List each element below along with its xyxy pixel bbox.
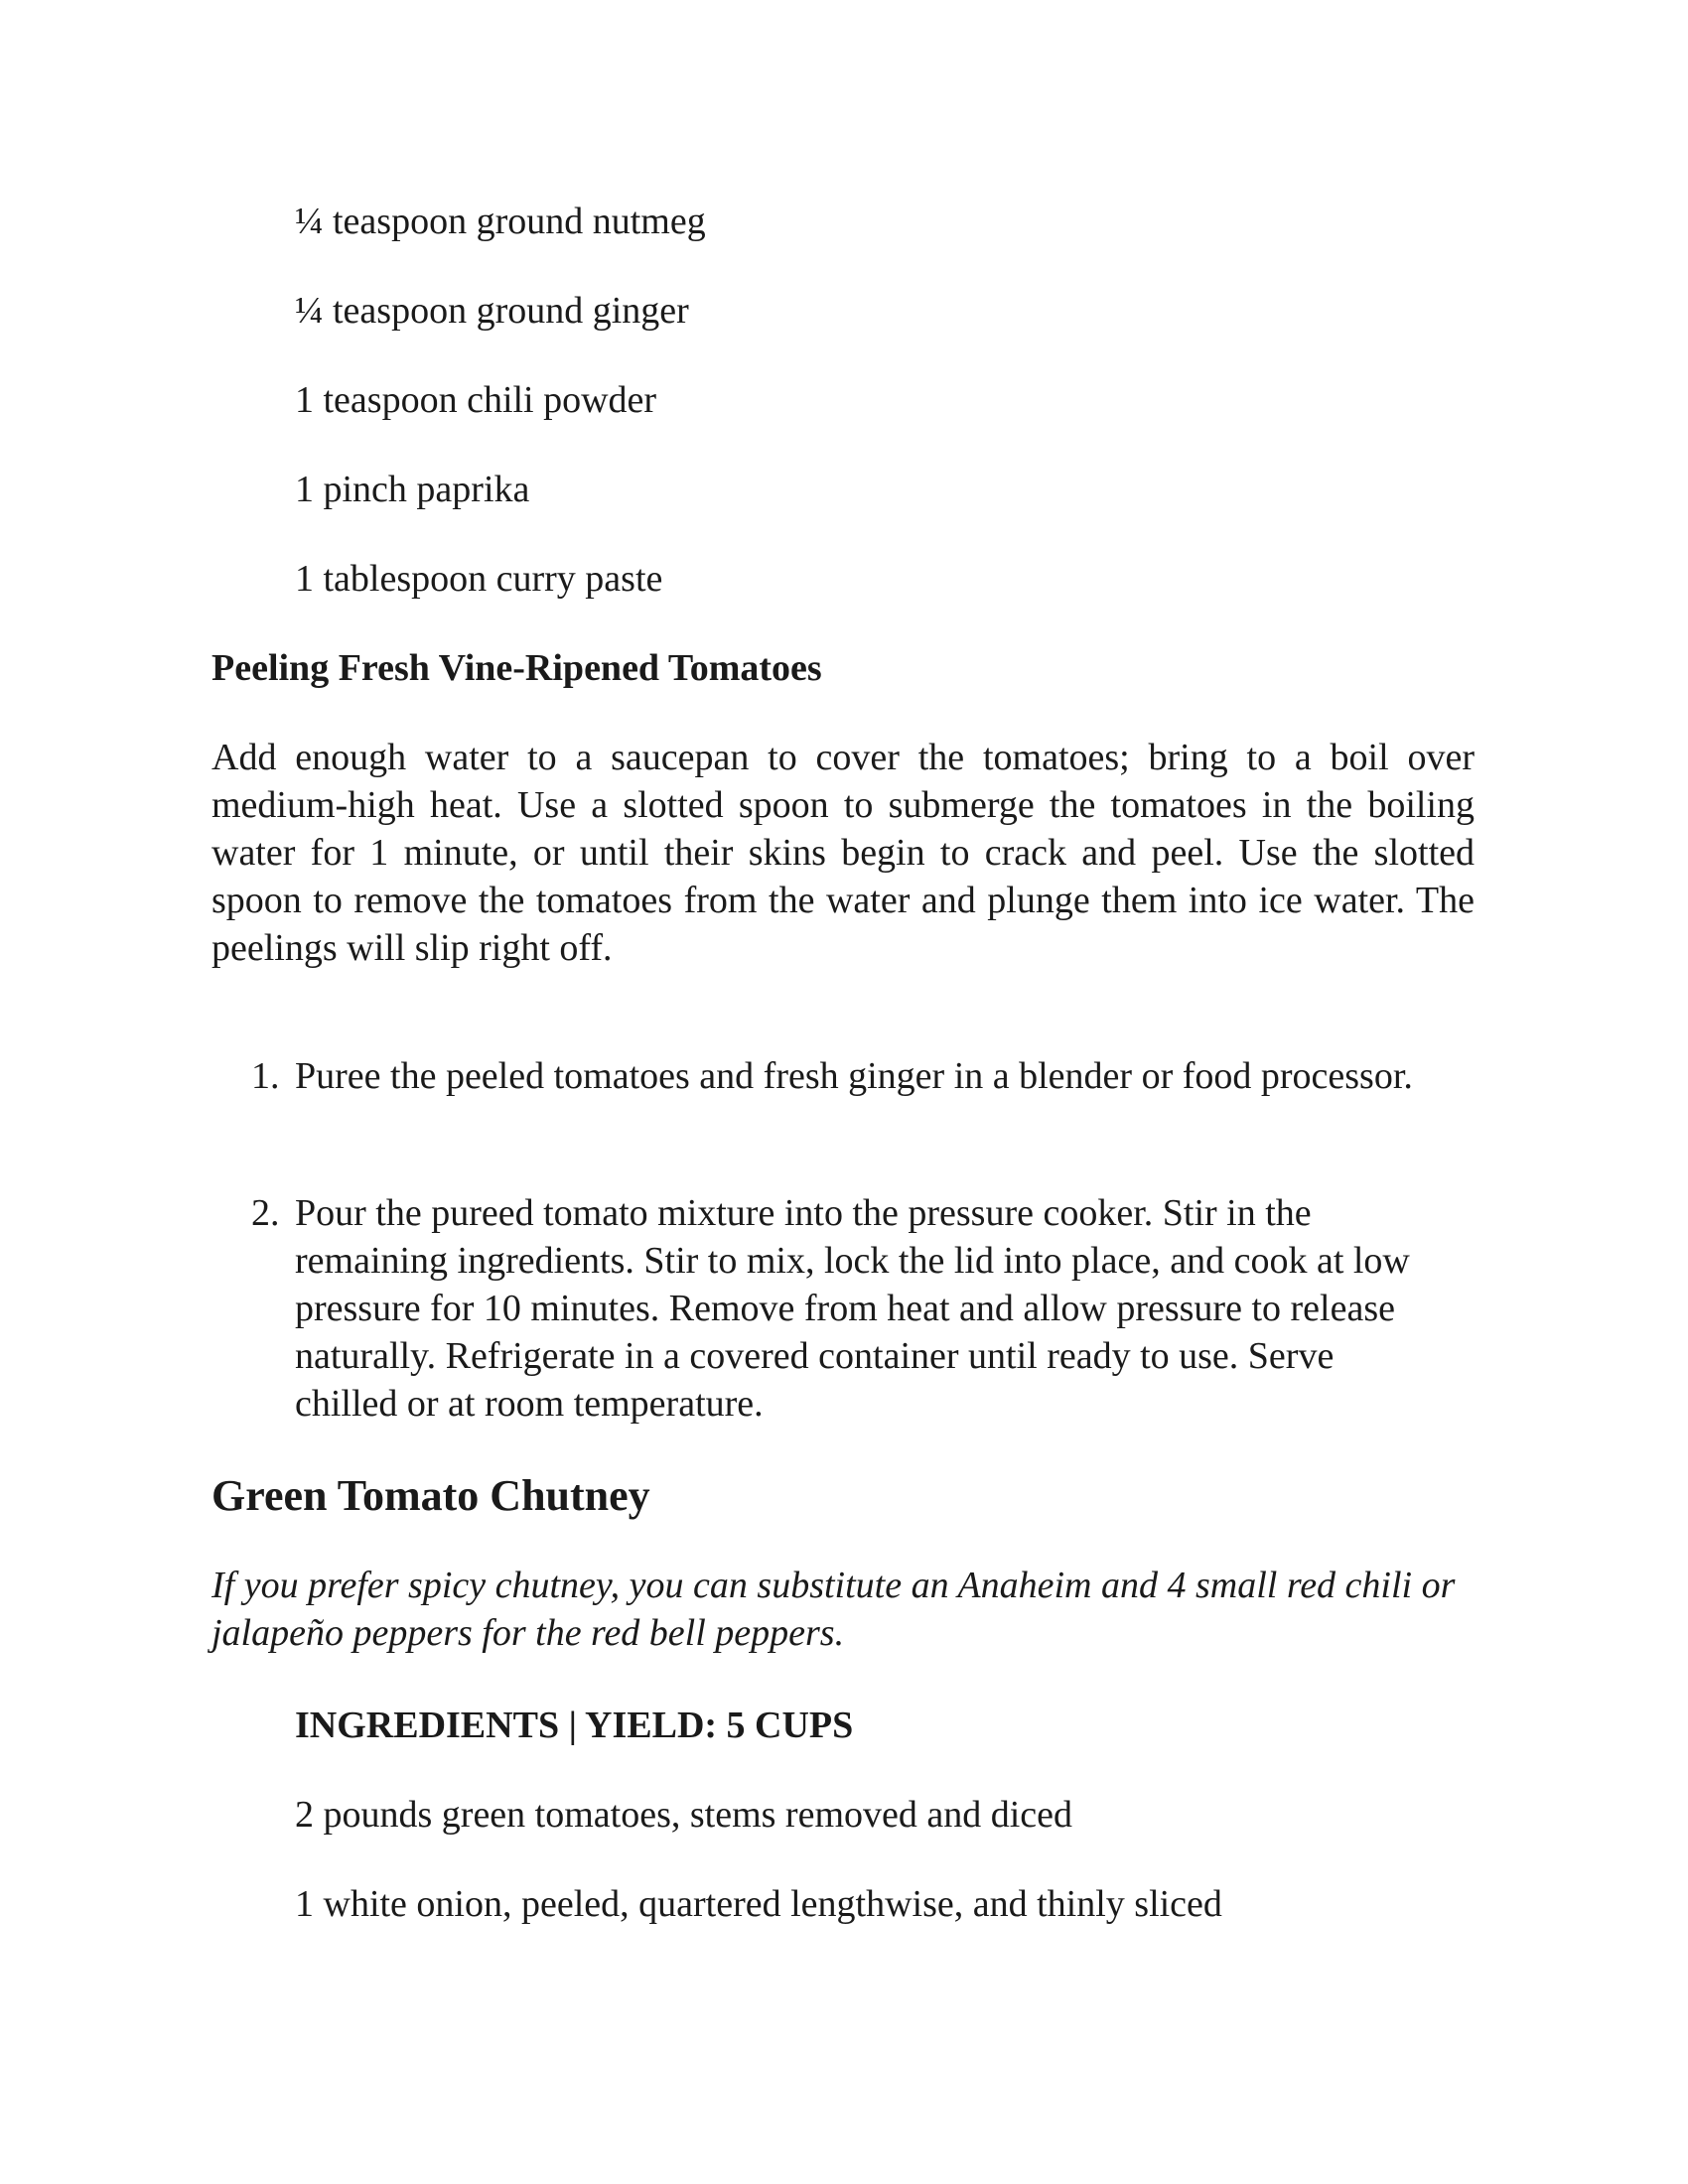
peeling-heading: Peeling Fresh Vine-Ripened Tomatoes: [211, 647, 822, 689]
step-number: 2.: [251, 1192, 280, 1234]
ingredients-yield-heading: INGREDIENTS | YIELD: 5 CUPS: [295, 1705, 854, 1746]
ingredient-nutmeg: ¼ teaspoon ground nutmeg: [295, 201, 706, 242]
ingredient-white-onion: 1 white onion, peeled, quartered lengthwise, and thinly sliced: [295, 1883, 1222, 1925]
ingredient-green-tomatoes: 2 pounds green tomatoes, stems removed and diced: [295, 1794, 1073, 1836]
ingredient-curry-paste: 1 tablespoon curry paste: [295, 558, 663, 600]
peeling-paragraph: Add enough water to a saucepan to cover the tomatoes; bring to a boil over medium-high heat. Use a slotted spoon to submerge the tomatoes in the boiling water for 1 minute, or until their skins begin to crack and peel. Use the slotted spoon to remove the tomatoes from the water and plunge them into ice water. The peelings will slip right off.: [211, 737, 1475, 969]
recipe-title: Green Tomato Chutney: [211, 1471, 650, 1520]
step-text: Pour the pureed tomato mixture into the pressure cooker. Stir in the remaining ingredients. Stir to mix, lock the lid into place, and cook at low pressure for 10 minutes. Remove from heat and allow pressure to release naturally. Refrigerate in a covered container until ready to use. Serve chilled or at room temperature.: [295, 1192, 1410, 1425]
recipe-note: If you prefer spicy chutney, you can substitute an Anaheim and 4 small red chili or jalapeño peppers for the red bell peppers.: [211, 1565, 1456, 1654]
step-text: Puree the peeled tomatoes and fresh ginger in a blender or food processor.: [295, 1055, 1413, 1097]
ingredient-paprika: 1 pinch paprika: [295, 469, 530, 510]
ingredient-chili-powder: 1 teaspoon chili powder: [295, 379, 657, 421]
step-number: 1.: [251, 1055, 280, 1097]
ingredient-ginger: ¼ teaspoon ground ginger: [295, 290, 689, 332]
